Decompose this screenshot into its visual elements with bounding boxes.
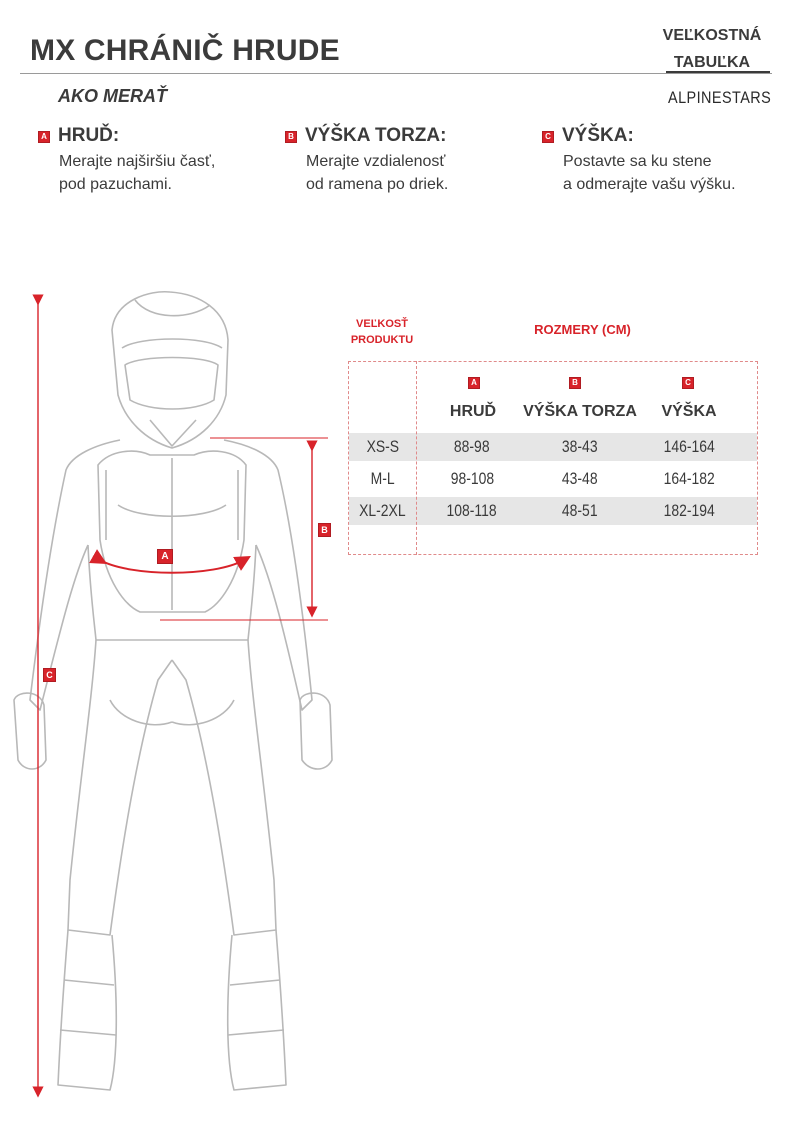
table-row (349, 465, 757, 493)
instruction-chest (38, 125, 215, 196)
instruction-line: Postavte sa ku stene (563, 153, 712, 170)
table-column-separator (416, 361, 417, 555)
instruction-torso (285, 125, 448, 196)
figure-label-a: A (157, 549, 173, 564)
instruction-line: od ramena po driek. (306, 176, 449, 193)
cell-size-text: XL-2XL (359, 501, 406, 520)
instruction-title: VÝŠKA TORZA: (305, 125, 447, 146)
instruction-line: Merajte najširšiu časť, (59, 153, 216, 170)
badge-b: B (285, 131, 297, 143)
badge-a: A (38, 131, 50, 143)
cell-chest (428, 465, 516, 493)
cell-chest-text: 108-118 (446, 501, 498, 520)
dimensions-header: ROZMERY (CM) (534, 322, 631, 337)
cell-height-text: 164-182 (663, 469, 715, 488)
rider-outline (14, 292, 332, 1090)
cell-size-text: M-L (370, 469, 395, 488)
table-row (349, 433, 757, 461)
cell-torso (515, 465, 645, 493)
figure-label-c: C (43, 668, 56, 682)
cell-torso (515, 497, 645, 525)
cell-chest (428, 497, 516, 525)
size-column-header (344, 316, 420, 348)
cell-height (645, 465, 733, 493)
cell-torso-text: 43-48 (562, 469, 598, 488)
col-badge-b: B (569, 377, 581, 389)
cell-size-text: XS-S (366, 437, 399, 456)
cell-chest-text: 98-108 (450, 469, 494, 488)
cell-height-text: 182-194 (663, 501, 715, 520)
brand-logo-text: ALPINESTARS (668, 88, 772, 107)
col-header-torso: VÝŠKA TORZA (523, 403, 637, 420)
cell-size (349, 497, 416, 525)
size-header-line1: VEĽKOSŤ (356, 318, 408, 330)
col-header-height: VÝŠKA (661, 403, 717, 420)
instruction-title: HRUĎ: (58, 125, 120, 146)
cell-size (349, 465, 416, 493)
page-title: MX CHRÁNIČ HRUDE (30, 34, 340, 67)
size-header-line2: PRODUKTU (350, 334, 414, 346)
rider-measurement-figure (0, 280, 340, 1120)
col-badge-a: A (468, 377, 480, 389)
instruction-line: pod pazuchami. (59, 176, 172, 193)
cell-torso-text: 38-43 (562, 437, 598, 456)
cell-torso (515, 433, 645, 461)
chart-type-underline (666, 71, 770, 73)
cell-height (645, 497, 733, 525)
chart-type-label (648, 22, 776, 76)
chart-type-line1: VEĽKOSTNÁ (662, 27, 762, 44)
cell-height (645, 433, 733, 461)
cell-torso-text: 48-51 (562, 501, 598, 520)
chart-type-line2: TABUĽKA (673, 54, 751, 71)
col-header-chest: HRUĎ (449, 403, 497, 420)
instruction-height (542, 125, 736, 196)
cell-chest (428, 433, 516, 461)
col-badge-c: C (682, 377, 694, 389)
cell-height-text: 146-164 (663, 437, 715, 456)
cell-size (349, 433, 416, 461)
instruction-line: Merajte vzdialenosť (306, 153, 446, 170)
cell-chest-text: 88-98 (454, 437, 490, 456)
how-to-measure-heading: AKO MERAŤ (58, 86, 167, 106)
instruction-title: VÝŠKA: (562, 125, 634, 146)
instruction-line: a odmerajte vašu výšku. (563, 176, 736, 193)
figure-label-b: B (318, 523, 331, 537)
badge-c: C (542, 131, 554, 143)
table-row (349, 497, 757, 525)
